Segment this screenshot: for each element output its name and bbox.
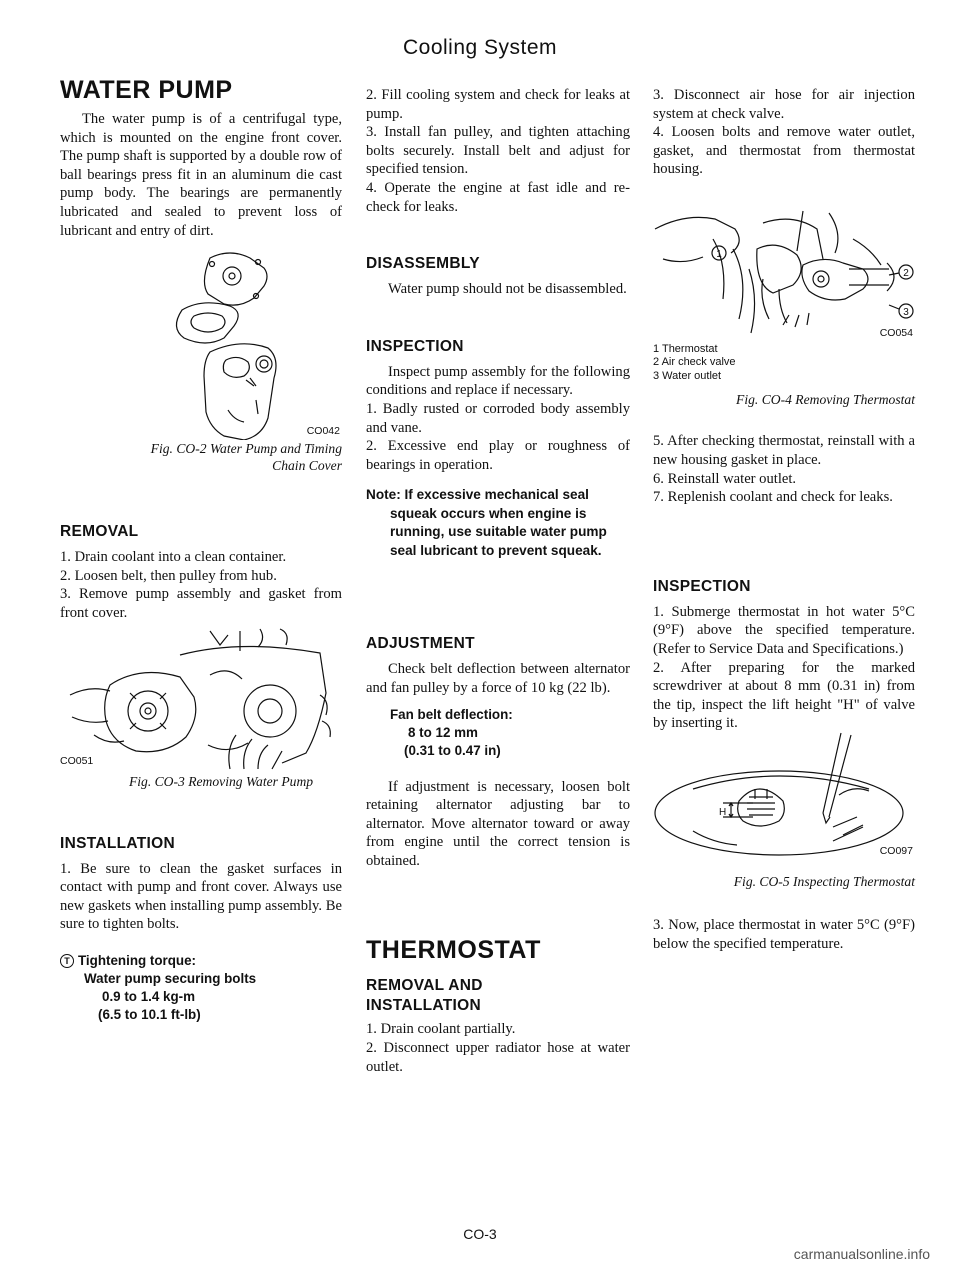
installation-step-1: 1. Be sure to clean the gasket surfaces in contact with pump and front cover. Always use new gaskets when installing pump assembly. Be sure to tighten bolts.: [60, 860, 342, 933]
thermostat-step-5: 5. After checking thermostat, reinstall with a new housing gasket in place.: [653, 433, 915, 469]
thermo-inspection-step-1: 1. Submerge thermostat in hot water 5°C (9°F) above the specified temperature. (Refer to Service Data and Specifications.): [653, 603, 915, 658]
heading-disassembly: DISASSEMBLY: [366, 255, 480, 273]
heading-removal: REMOVAL: [60, 523, 139, 541]
thermostat-step-7: 7. Replenish coolant and check for leaks.: [653, 489, 893, 506]
thermostat-step-2: 2. Disconnect upper radiator hose at water outlet.: [366, 1040, 630, 1075]
column-left: [60, 76, 342, 1024]
thermostat-step-3: 3. Disconnect air hose for air injection system at check valve.: [653, 87, 915, 122]
heading-adjustment: ADJUSTMENT: [366, 635, 475, 653]
figure-co4: [653, 209, 915, 339]
column-right: [653, 86, 915, 953]
removal-step-2: 2. Loosen belt, then pulley from hub.: [60, 567, 277, 584]
fan-belt-spec: Fan belt deflection: 8 to 12 mm (0.31 to 0.47 in): [390, 706, 513, 758]
heading-water-pump: WATER PUMP: [60, 76, 233, 104]
heading-inspection-pump: INSPECTION: [366, 337, 464, 355]
page-number: CO-3: [463, 1226, 497, 1242]
heading-installation: INSTALLATION: [60, 834, 175, 852]
caption-co2: Fig. CO-2 Water Pump and Timing Chain Cover: [150, 441, 342, 474]
heading-removal-installation: REMOVAL AND INSTALLATION: [366, 977, 483, 1015]
caption-co5: Fig. CO-5 Inspecting Thermostat: [733, 874, 915, 889]
page-header: Cooling System: [402, 36, 558, 59]
seal-note: Note: If excessive mechanical seal squeak occurs when engine is running, use suitable water pump seal lubricant to prevent squeak.: [366, 487, 607, 558]
callout-1: 1: [716, 248, 722, 260]
figure-code-co051: CO051: [60, 754, 94, 767]
callout-3: 3: [903, 306, 909, 318]
heading-inspection-thermostat: INSPECTION: [653, 577, 751, 595]
figure-code-co042: CO042: [306, 424, 340, 437]
thermo-inspection-step-3: 3. Now, place thermostat in water 5°C (9°F) below the specified temperature.: [653, 917, 915, 952]
disassembly-text: Water pump should not be disassembled.: [388, 281, 627, 298]
inspection-step-2: 2. Excessive end play or roughness of bearings in operation.: [366, 438, 630, 473]
figure-co3: [60, 625, 342, 773]
install-step-3: 3. Install fan pulley, and tighten attaching bolts securely. Install belt and adjust for specified tension.: [366, 124, 630, 178]
removing-thermostat-illustration: [653, 209, 915, 339]
thermostat-step-1: 1. Drain coolant partially.: [366, 1021, 516, 1038]
removal-step-1: 1. Drain coolant into a clean container.: [60, 549, 287, 566]
install-step-2: 2. Fill cooling system and check for leaks at pump.: [366, 87, 630, 122]
caption-co4: Fig. CO-4 Removing Thermostat: [736, 392, 915, 408]
thermostat-step-6: 6. Reinstall water outlet.: [653, 470, 797, 487]
inspecting-thermostat-illustration: [653, 731, 915, 865]
install-step-4: 4. Operate the engine at fast idle and re-check for leaks.: [366, 179, 630, 215]
thermostat-step-4: 4. Loosen bolts and remove water outlet, gasket, and thermostat from thermostat housing.: [653, 124, 915, 178]
adjustment-text: Check belt deflection between alternator and fan pulley by a force of 10 kg (22 lb).: [366, 661, 630, 696]
torque-spec: T Tightening torque: Water pump securing bolts 0.9 to 1.4 kg-m (6.5 to 10.1 ft-lb): [60, 952, 342, 1024]
removing-water-pump-illustration: [60, 625, 342, 773]
caption-co3: Fig. CO-3 Removing Water Pump: [128, 773, 314, 789]
figure-co4-legend: 1 Thermostat 2 Air check valve 3 Water outlet: [653, 342, 736, 382]
figure-code-co054: CO054: [879, 327, 913, 340]
figure-co2: [60, 240, 342, 440]
removal-step-3: 3. Remove pump assembly and gasket from front cover.: [60, 586, 342, 621]
inspection-text: Inspect pump assembly for the following conditions and replace if necessary.: [366, 363, 630, 399]
callout-2: 2: [903, 267, 909, 279]
figure-co5: [653, 731, 915, 865]
water-pump-timing-cover-illustration: [60, 240, 342, 440]
inspection-step-1: 1. Badly rusted or corroded body assembly and vane.: [366, 400, 630, 436]
water-pump-intro: The water pump is of a centrifugal type, which is mounted on the engine front cover. The pump shaft is supported by a double row of ball bearings press fit in an aluminum die cast pump body. The bearings are permanently lubricated and sealed to prevent loss of lubricant and entry of dirt.: [60, 111, 342, 239]
watermark: carmanualsonline.info: [793, 1246, 930, 1262]
thermo-inspection-step-2: 2. After preparing for the marked screwdriver at about 8 mm (0.31 in) from the tip, inspect the lift height "H" of valve by inserting it.: [653, 659, 915, 732]
column-middle: [366, 86, 630, 1076]
figure-code-co097: CO097: [879, 845, 913, 858]
torque-marker-icon: T: [60, 954, 74, 968]
heading-thermostat: THERMOSTAT: [366, 936, 541, 965]
adjustment-text-2: If adjustment is necessary, loosen bolt retaining alternator adjusting bar to alternator. Move alternator toward or away from engine until the correct tension is obtained.: [366, 778, 630, 869]
thermostat-reinstall-steps: [653, 432, 915, 506]
label-h: H: [719, 807, 727, 818]
